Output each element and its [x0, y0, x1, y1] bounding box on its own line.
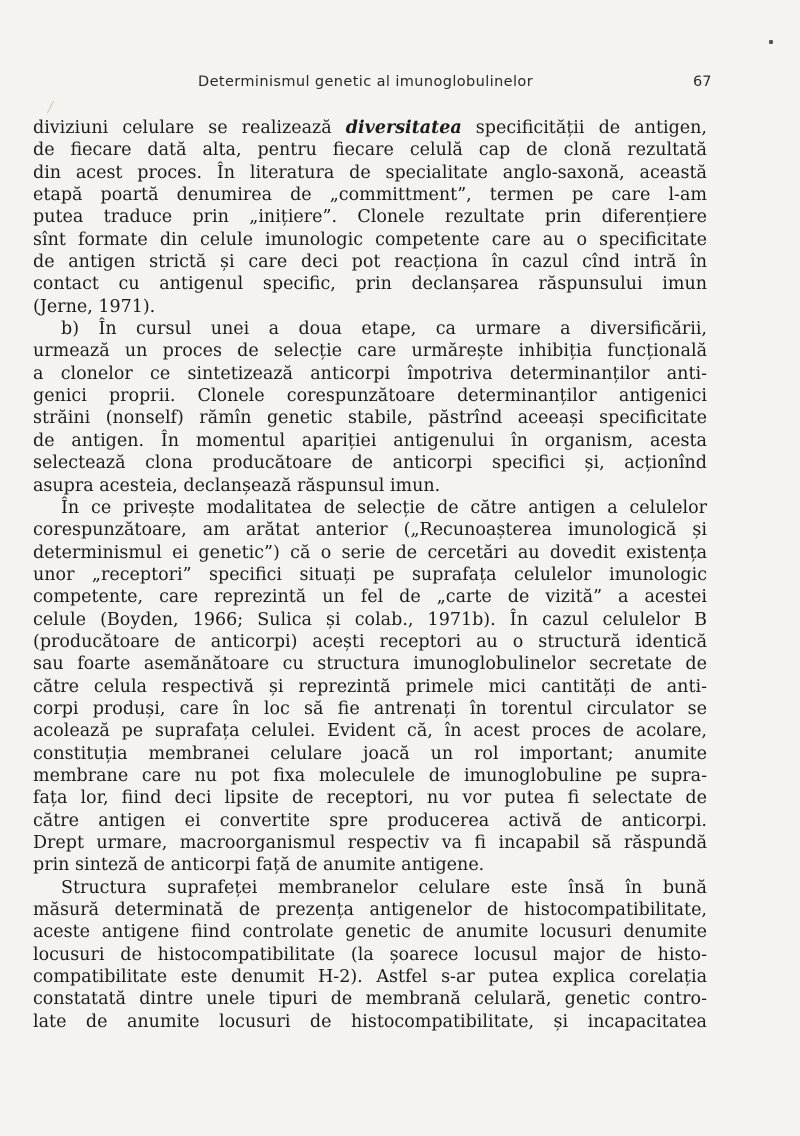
text-line: Drept urmare, macroorganismul respectiv va fi incapabil să răspundă [33, 833, 707, 853]
text-line: selectează clona producătoare de anticorpi specifici și, acționînd [33, 453, 707, 474]
text-line: fața lor, fiind deci lipsite de receptori, nu vor putea fi selectate de [33, 788, 707, 809]
text-line: sau foarte asemănătoare cu structura imunoglobulinelor secretate de [33, 654, 707, 675]
text-line: constituția membranei celulare joacă un rol important; anumite [33, 743, 707, 764]
corner-mark [769, 40, 773, 44]
text-line: de antigen strictă și care deci pot reacționa în cazul cînd intră în [33, 252, 707, 273]
text-line: corpi produși, care în loc să fie antrenați în torentul circulator se [33, 698, 707, 719]
text-line: contact cu antigenul specific, prin declanșarea răspunsului imun [33, 274, 707, 295]
text-line: determinismul ei genetic”) că o serie de cercetări au dovedit existența [33, 542, 707, 563]
body-text [33, 117, 707, 1033]
text-line: sînt formate din celule imunologic competente care au o specificitate [33, 229, 707, 250]
text-line: către antigen ei convertite spre producerea activă de anticorpi. [33, 810, 707, 831]
running-title: Determinismul genetic al imunoglobulinelor [198, 74, 534, 90]
text-segment: specificității de antigen, [461, 118, 707, 138]
emphasized-term: diversitatea [345, 118, 462, 138]
text-line: constatată dintre unele tipuri de membrană celulară, genetic contro- [33, 989, 707, 1010]
page-header [0, 74, 800, 98]
text-line [33, 117, 707, 139]
text-line: genici proprii. Clonele corespunzătoare determinanților antigenici [33, 386, 707, 407]
text-line: a clonelor ce sintetizează anticorpi împotriva determinanților anti- [33, 363, 707, 384]
text-line: corespunzătoare, am arătat anterior („Recunoașterea imunologică și [33, 520, 707, 541]
text-line: urmează un proces de selecție care urmărește inhibiția funcțională [33, 341, 707, 362]
text-line: locusuri de histocompatibilitate (la șoarece locusul major de histo- [33, 944, 707, 965]
text-line: membrane care nu pot fixa moleculele de imunoglobuline pe supra- [33, 765, 707, 786]
text-line: unor „receptori” specifici situați pe suprafața celulelor imunologic [33, 564, 707, 585]
text-line: putea traduce prin „inițiere”. Clonele rezultate prin diferențiere [33, 207, 707, 228]
text-line: etapă poartă denumirea de „committment”, termen pe care l-am [33, 185, 707, 206]
text-line: competente, care reprezintă un fel de „carte de vizită” a acestei [33, 587, 707, 608]
text-line: străini (nonself) rămîn genetic stabile, păstrînd aceeași specificitate [33, 408, 707, 429]
text-line: b) În cursul unei a doua etape, ca urmare a diversificării, [61, 319, 707, 340]
text-line: măsură determinată de prezența antigenelor de histocompatibilitate, [33, 900, 707, 921]
text-line: de fiecare dată alta, pentru fiecare celulă cap de clonă rezultată [33, 140, 707, 161]
text-line: prin sinteză de anticorpi față de anumite antigene. [33, 855, 485, 876]
text-line: de antigen. În momentul apariției antigenului în organism, acesta [33, 430, 707, 451]
text-line: celule (Boyden, 1966; Sulica și colab., 1971b). În cazul celulelor B [33, 609, 707, 630]
text-line: asupra acesteia, declanșează răspunsul imun. [33, 475, 441, 496]
text-line: (Jerne, 1971). [33, 296, 156, 317]
text-line: Structura suprafeței membranelor celulare este însă în bună [61, 877, 707, 898]
page-number: 67 [693, 74, 712, 90]
stray-mark [47, 101, 54, 114]
text-line: În ce privește modalitatea de selecție de către antigen a celulelor [61, 497, 707, 518]
text-line: (producătoare de anticorpi) acești receptori au o structură identică [33, 631, 707, 652]
text-line: acolează pe suprafața celulei. Evident că, în acest proces de acolare, [33, 721, 707, 742]
text-segment: diviziuni celulare se realizează [33, 118, 346, 138]
text-line: aceste antigene fiind controlate genetic de anumite locusuri denumite [33, 922, 707, 943]
text-line: late de anumite locusuri de histocompatibilitate, și incapacitatea [33, 1011, 707, 1032]
text-line: către celula respectivă și reprezintă primele mici cantități de anti- [33, 676, 707, 697]
text-line: compatibilitate este denumit H-2). Astfel s-ar putea explica corelația [33, 967, 707, 988]
text-line: din acest proces. În literatura de specialitate anglo-saxonă, această [33, 162, 707, 183]
